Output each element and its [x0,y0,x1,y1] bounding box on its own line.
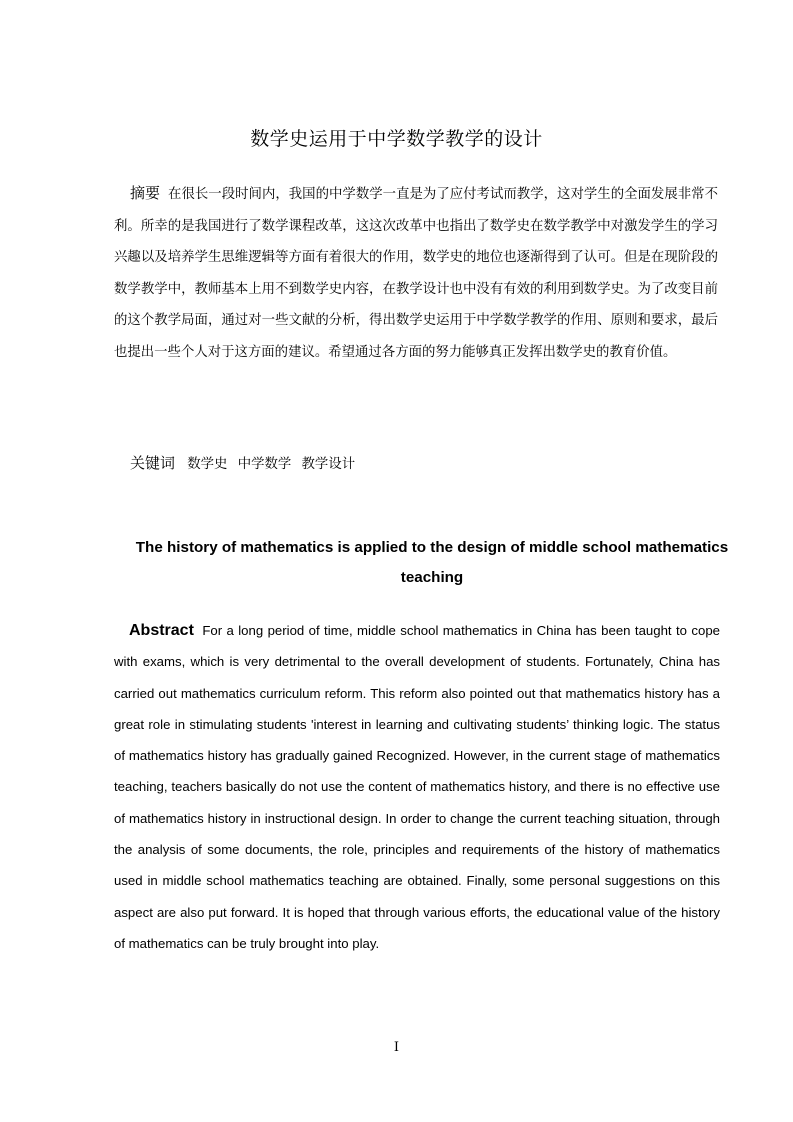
keyword-item: 教学设计 [301,457,356,472]
chinese-title: 数学史运用于中学数学教学的设计 [250,128,543,150]
page-number: I [393,1040,400,1055]
english-abstract-text: For a long period of time, middle school mathematics in China has been taught to cope with exams, which is very detrimental to the overall development of students. Fortunately, China has carried out mathematics curriculum reform. This reform also pointed out that mathematics history has a great role in stimulating students 'interest in learning and cultivating students’ thinking logic. The status of mathematics history has gradually gained Recognized. However, in the current stage of mathematics teaching, teachers basically do not use the content of mathematics history, and there is no effective use of mathematics history in instructional design. In order to change the current teaching situation, through the analysis of some documents, the role, principles and requirements of the history of mathematics used in middle school mathematics teaching are obtained. Finally, some personal suggestions on this aspect are also put forward. It is hoped that through various efforts, the educational value of the history of mathematics can be truly brought into play. [114,623,720,951]
chinese-keywords [130,448,720,480]
keyword-item: 数学史 [187,457,228,472]
keyword-item: 中学数学 [237,457,292,472]
english-abstract [114,615,720,959]
chinese-abstract [114,178,718,368]
english-title: The history of mathematics is applied to the design of middle school mathematics teaching [135,539,729,586]
chinese-abstract-label: 摘要 [130,184,161,202]
chinese-keywords-label: 关键词 [130,454,176,472]
english-abstract-label: Abstract [129,622,194,639]
chinese-abstract-text: 在很长一段时间内，我国的中学数学一直是为了应付考试而教学，这对学生的全面发展非常不利。所幸的是我国进行了数学课程改革，这这次改革中也指出了数学史在数学教学中对激发学生的学习兴趣以及培养学生思维逻辑等方面有着很大的作用，数学史的地位也逐渐得到了认可。但是在现阶段的数学教学中，教师基本上用不到数学史内容，在教学设计也中没有有效的利用到数学史。为了改变目前的这个教学局面，通过对一些文献的分析，得出数学史运用于中学数学教学的作用、原则和要求，最后也提出一些个人对于这方面的建议。希望通过各方面的努力能够真正发挥出数学史的教育价值。 [114,187,718,360]
